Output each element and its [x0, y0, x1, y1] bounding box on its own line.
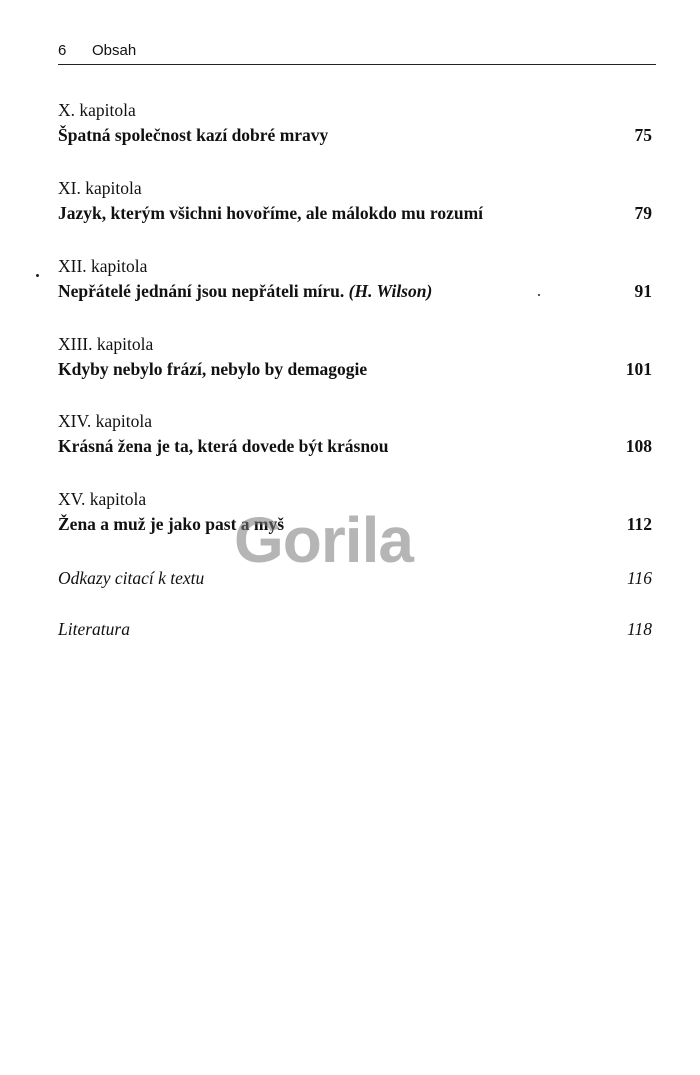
toc-entry-chapter-10[interactable] — [58, 100, 656, 146]
chapter-title — [58, 280, 656, 302]
chapter-page-number: 112 — [626, 514, 652, 534]
toc-entry-chapter-14[interactable] — [58, 411, 656, 457]
literature-title: Literatura — [58, 619, 130, 639]
toc-entry-literature[interactable] — [58, 618, 656, 640]
chapter-title: Krásná žena je ta, která dovede být krásnou — [58, 436, 389, 456]
literature-page-number: 118 — [627, 619, 652, 639]
chapter-title: Kdyby nebylo frází, nebylo by demagogie — [58, 359, 368, 379]
chapter-page-number: 91 — [634, 281, 652, 301]
chapter-title: Jazyk, kterým všichni hovoříme, ale málokdo mu rozumí — [58, 203, 484, 223]
chapter-title: Špatná společnost kazí dobré mravy — [58, 125, 329, 145]
chapter-page-number: 101 — [625, 359, 652, 379]
chapter-page-number: 79 — [634, 203, 652, 223]
chapter-label: XI. kapitola — [58, 178, 142, 198]
scan-speck — [538, 294, 540, 296]
toc-entry-chapter-11[interactable] — [58, 178, 656, 224]
watermark-logo: Gorila — [234, 504, 413, 576]
chapter-page-number: 108 — [625, 436, 652, 456]
header-page-number: 6 — [58, 42, 67, 59]
references-page-number: 116 — [627, 568, 652, 588]
chapter-title-author: (H. Wilson) — [348, 281, 433, 301]
header-section-title: Obsah — [92, 42, 137, 59]
references-title: Odkazy citací k textu — [58, 568, 205, 588]
chapter-title-text: Nepřátelé jednání jsou nepřáteli míru. — [58, 281, 349, 301]
running-header — [58, 40, 656, 65]
chapter-label: XIV. kapitola — [58, 411, 152, 431]
scan-speck — [36, 274, 39, 277]
chapter-label: XV. kapitola — [58, 489, 147, 509]
chapter-label: X. kapitola — [58, 100, 136, 120]
chapter-label: XII. kapitola — [58, 256, 148, 276]
chapter-label: XIII. kapitola — [58, 334, 154, 354]
chapter-title: Žena a muž je jako past a myš — [58, 514, 285, 534]
toc-entry-chapter-12[interactable] — [58, 256, 656, 302]
chapter-page-number: 75 — [634, 125, 652, 145]
toc-entry-chapter-13[interactable] — [58, 334, 656, 380]
